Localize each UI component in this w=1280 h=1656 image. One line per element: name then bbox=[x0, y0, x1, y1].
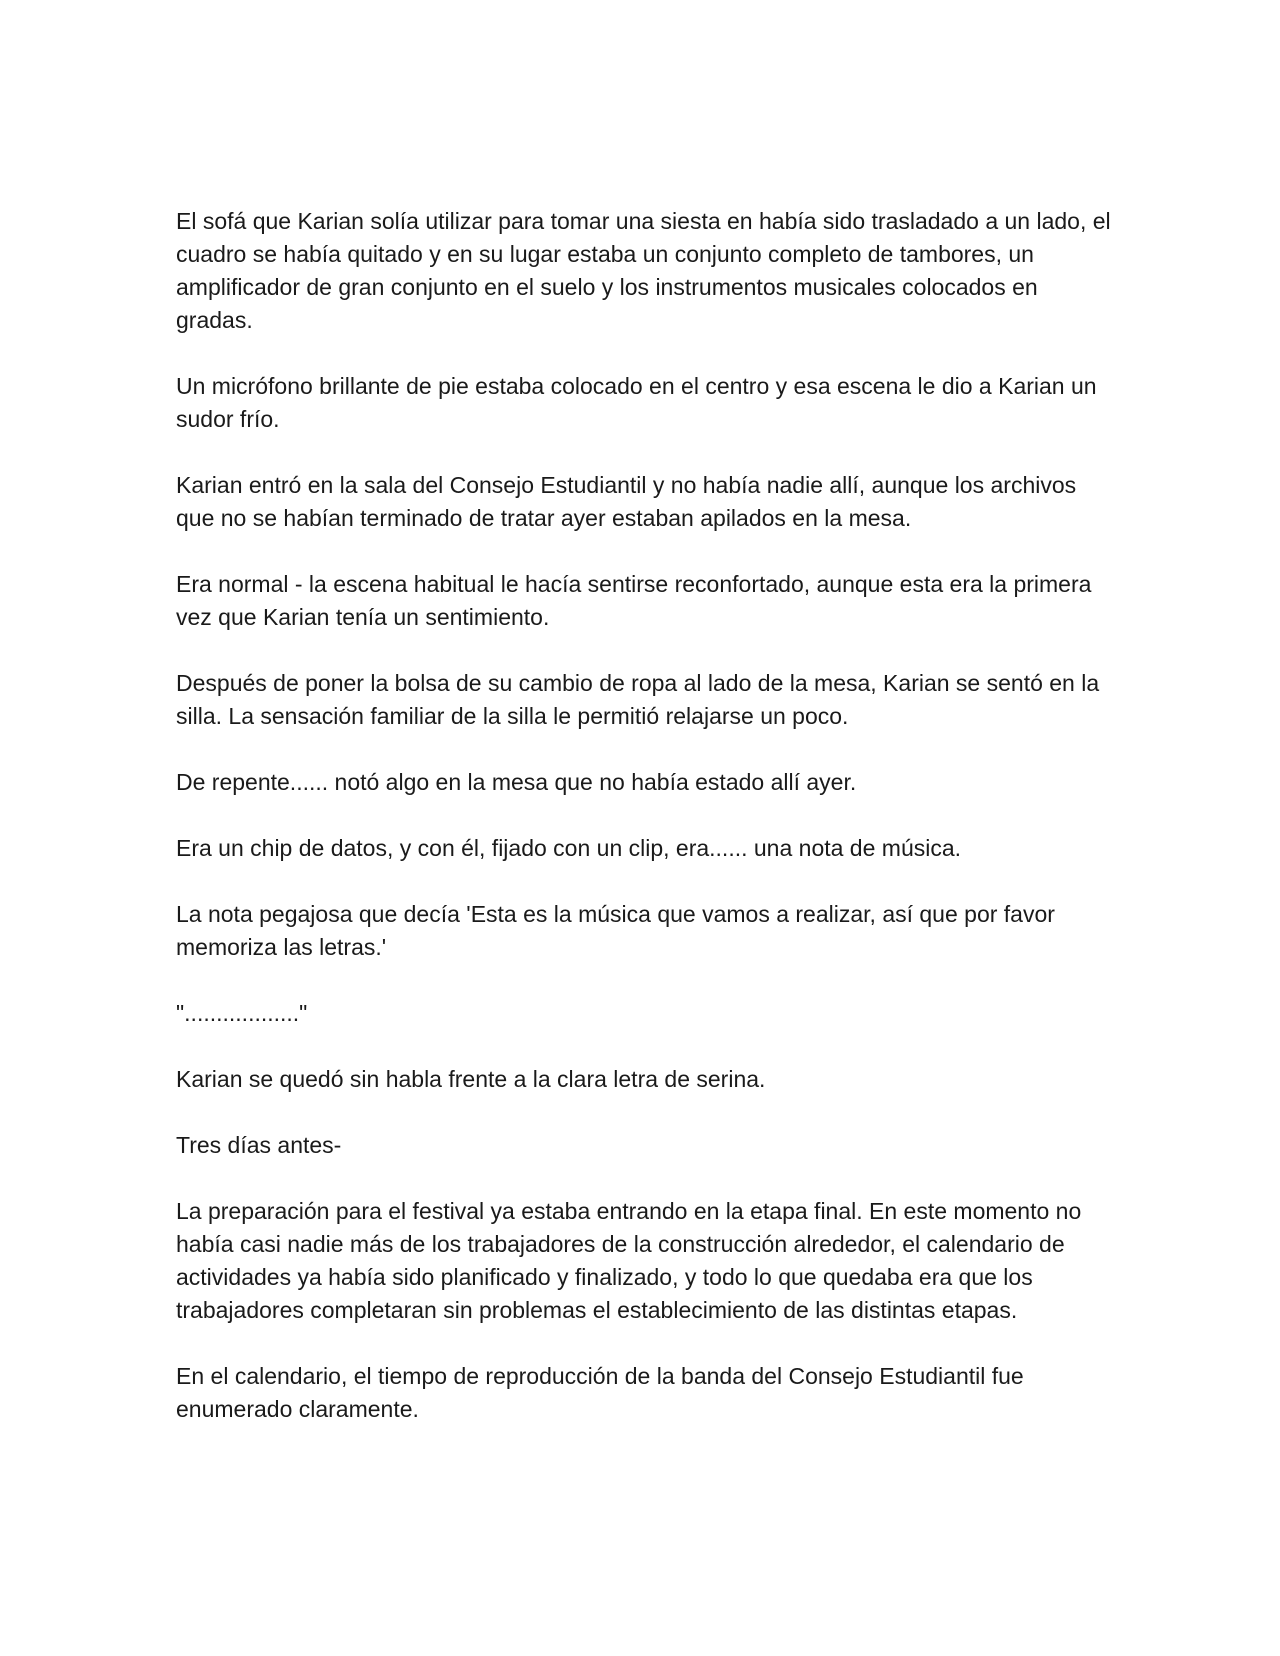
paragraph-sofa: El sofá que Karian solía utilizar para tomar una siesta en había sido trasladado a un lado, el cuadro se había quitado y en su lugar estaba un conjunto completo de tambores, un amplificador de gran conjunto en el suelo y los instrumentos musicales colocados en gradas. bbox=[176, 208, 1111, 333]
paragraph-sala-consejo: Karian entró en la sala del Consejo Estudiantil y no había nadie allí, aunque los archivos que no se habían terminado de tratar ayer estaban apilados en la mesa. bbox=[176, 472, 1077, 531]
document-body bbox=[176, 205, 1116, 1426]
paragraph-microfono: Un micrófono brillante de pie estaba colocado en el centro y esa escena le dio a Karian un sudor frío. bbox=[176, 373, 1097, 432]
paragraph-de-repente: De repente...... notó algo en la mesa que no había estado allí ayer. bbox=[176, 769, 857, 795]
paragraph-ellipsis-quote: ".................." bbox=[176, 1000, 308, 1026]
paragraph-sin-habla: Karian se quedó sin habla frente a la clara letra de serina. bbox=[176, 1066, 766, 1092]
paragraph-chip-datos: Era un chip de datos, y con él, fijado con un clip, era...... una nota de música. bbox=[176, 835, 962, 861]
paragraph-nota-pegajosa: La nota pegajosa que decía 'Esta es la música que vamos a realizar, así que por favor memoriza las letras.' bbox=[176, 901, 1055, 960]
paragraph-bolsa: Después de poner la bolsa de su cambio de ropa al lado de la mesa, Karian se sentó en la silla. La sensación familiar de la silla le permitió relajarse un poco. bbox=[176, 670, 1100, 729]
paragraph-tres-dias: Tres días antes- bbox=[176, 1132, 342, 1158]
paragraph-calendario: En el calendario, el tiempo de reproducción de la banda del Consejo Estudiantil fue enumerado claramente. bbox=[176, 1363, 1024, 1422]
paragraph-era-normal: Era normal - la escena habitual le hacía sentirse reconfortado, aunque esta era la primera vez que Karian tenía un sentimiento. bbox=[176, 571, 1092, 630]
paragraph-preparacion: La preparación para el festival ya estaba entrando en la etapa final. En este momento no había casi nadie más de los trabajadores de la construcción alrededor, el calendario de actividades ya había sido planificado y finalizado, y todo lo que quedaba era que los trabajadores completaran sin problemas el establecimiento de las distintas etapas. bbox=[176, 1198, 1082, 1323]
